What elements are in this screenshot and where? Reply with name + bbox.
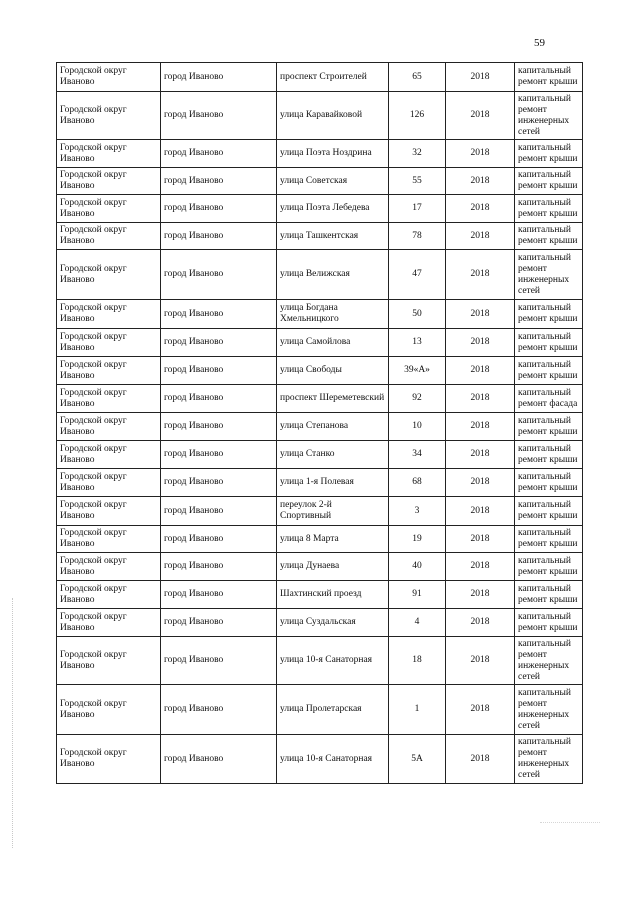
year-cell: 2018	[446, 92, 515, 140]
house-number-cell: 55	[389, 168, 446, 195]
street-cell: улица 10-я Санаторная	[277, 637, 389, 685]
district-cell: Городской округ Иваново	[57, 553, 161, 581]
city-cell: город Иваново	[161, 329, 277, 357]
house-number-cell: 13	[389, 329, 446, 357]
work-type-cell: капитальный ремонт фасада	[515, 385, 583, 413]
year-cell: 2018	[446, 553, 515, 581]
district-cell: Городской округ Иваново	[57, 300, 161, 329]
district-cell: Городской округ Иваново	[57, 497, 161, 526]
year-cell: 2018	[446, 385, 515, 413]
city-cell: город Иваново	[161, 413, 277, 441]
year-cell: 2018	[446, 300, 515, 329]
street-cell: улица Свободы	[277, 357, 389, 385]
district-cell: Городской округ Иваново	[57, 469, 161, 497]
house-number-cell: 1	[389, 685, 446, 735]
city-cell: город Иваново	[161, 92, 277, 140]
work-type-cell: капитальный ремонт крыши	[515, 609, 583, 637]
city-cell: город Иваново	[161, 385, 277, 413]
city-cell: город Иваново	[161, 609, 277, 637]
work-type-cell: капитальный ремонт крыши	[515, 357, 583, 385]
district-cell: Городской округ Иваново	[57, 140, 161, 168]
table-row	[57, 469, 583, 497]
year-cell: 2018	[446, 441, 515, 469]
city-cell: город Иваново	[161, 526, 277, 553]
house-number-cell: 39«А»	[389, 357, 446, 385]
year-cell: 2018	[446, 526, 515, 553]
house-number-cell: 68	[389, 469, 446, 497]
district-cell: Городской округ Иваново	[57, 357, 161, 385]
city-cell: город Иваново	[161, 195, 277, 223]
house-number-cell: 4	[389, 609, 446, 637]
year-cell: 2018	[446, 581, 515, 609]
work-type-cell: капитальный ремонт крыши	[515, 553, 583, 581]
house-number-cell: 40	[389, 553, 446, 581]
work-type-cell: капитальный ремонт крыши	[515, 413, 583, 441]
street-cell: улица Ташкентская	[277, 223, 389, 250]
district-cell: Городской округ Иваново	[57, 637, 161, 685]
street-cell: улица Самойлова	[277, 329, 389, 357]
table-row	[57, 195, 583, 223]
table-row	[57, 685, 583, 735]
street-cell: улица Степанова	[277, 413, 389, 441]
street-cell: улица 8 Марта	[277, 526, 389, 553]
district-cell: Городской округ Иваново	[57, 581, 161, 609]
city-cell: город Иваново	[161, 469, 277, 497]
district-cell: Городской округ Иваново	[57, 526, 161, 553]
city-cell: город Иваново	[161, 168, 277, 195]
table-row	[57, 223, 583, 250]
district-cell: Городской округ Иваново	[57, 92, 161, 140]
table-row	[57, 441, 583, 469]
house-number-cell: 65	[389, 63, 446, 92]
scan-margin-mark	[12, 598, 14, 848]
work-type-cell: капитальный ремонт крыши	[515, 497, 583, 526]
house-number-cell: 3	[389, 497, 446, 526]
work-type-cell: капитальный ремонт крыши	[515, 441, 583, 469]
district-cell: Городской округ Иваново	[57, 250, 161, 300]
district-cell: Городской округ Иваново	[57, 63, 161, 92]
district-cell: Городской округ Иваново	[57, 413, 161, 441]
city-cell: город Иваново	[161, 553, 277, 581]
year-cell: 2018	[446, 329, 515, 357]
street-cell: проспект Строителей	[277, 63, 389, 92]
house-number-cell: 19	[389, 526, 446, 553]
district-cell: Городской округ Иваново	[57, 168, 161, 195]
year-cell: 2018	[446, 223, 515, 250]
table-row	[57, 581, 583, 609]
street-cell: улица Каравайковой	[277, 92, 389, 140]
house-number-cell: 126	[389, 92, 446, 140]
city-cell: город Иваново	[161, 685, 277, 735]
table-row	[57, 357, 583, 385]
work-type-cell: капитальный ремонт инженерных сетей	[515, 735, 583, 784]
work-type-cell: капитальный ремонт крыши	[515, 168, 583, 195]
year-cell: 2018	[446, 637, 515, 685]
city-cell: город Иваново	[161, 140, 277, 168]
year-cell: 2018	[446, 469, 515, 497]
district-cell: Городской округ Иваново	[57, 735, 161, 784]
city-cell: город Иваново	[161, 441, 277, 469]
work-type-cell: капитальный ремонт крыши	[515, 140, 583, 168]
house-number-cell: 5А	[389, 735, 446, 784]
work-type-cell: капитальный ремонт крыши	[515, 469, 583, 497]
work-type-cell: капитальный ремонт крыши	[515, 223, 583, 250]
year-cell: 2018	[446, 250, 515, 300]
city-cell: город Иваново	[161, 735, 277, 784]
table-row	[57, 63, 583, 92]
city-cell: город Иваново	[161, 250, 277, 300]
housing-repair-table	[56, 62, 583, 784]
district-cell: Городской округ Иваново	[57, 385, 161, 413]
table-row	[57, 300, 583, 329]
table-row	[57, 637, 583, 685]
work-type-cell: капитальный ремонт инженерных сетей	[515, 250, 583, 300]
work-type-cell: капитальный ремонт крыши	[515, 63, 583, 92]
street-cell: улица 1-я Полевая	[277, 469, 389, 497]
table-row	[57, 609, 583, 637]
street-cell: проспект Шереметевский	[277, 385, 389, 413]
house-number-cell: 17	[389, 195, 446, 223]
city-cell: город Иваново	[161, 357, 277, 385]
table-row	[57, 92, 583, 140]
table-row	[57, 385, 583, 413]
year-cell: 2018	[446, 195, 515, 223]
city-cell: город Иваново	[161, 223, 277, 250]
work-type-cell: капитальный ремонт крыши	[515, 195, 583, 223]
street-cell: Шахтинский проезд	[277, 581, 389, 609]
house-number-cell: 78	[389, 223, 446, 250]
city-cell: город Иваново	[161, 497, 277, 526]
table-row	[57, 526, 583, 553]
house-number-cell: 10	[389, 413, 446, 441]
work-type-cell: капитальный ремонт инженерных сетей	[515, 637, 583, 685]
street-cell: улица Поэта Лебедева	[277, 195, 389, 223]
table-row	[57, 497, 583, 526]
house-number-cell: 92	[389, 385, 446, 413]
district-cell: Городской округ Иваново	[57, 685, 161, 735]
page-number: 59	[534, 37, 545, 49]
work-type-cell: капитальный ремонт крыши	[515, 526, 583, 553]
district-cell: Городской округ Иваново	[57, 441, 161, 469]
year-cell: 2018	[446, 413, 515, 441]
street-cell: улица Советская	[277, 168, 389, 195]
district-cell: Городской округ Иваново	[57, 609, 161, 637]
city-cell: город Иваново	[161, 637, 277, 685]
city-cell: город Иваново	[161, 300, 277, 329]
street-cell: переулок 2-й Спортивный	[277, 497, 389, 526]
year-cell: 2018	[446, 685, 515, 735]
year-cell: 2018	[446, 735, 515, 784]
house-number-cell: 50	[389, 300, 446, 329]
year-cell: 2018	[446, 140, 515, 168]
work-type-cell: капитальный ремонт инженерных сетей	[515, 92, 583, 140]
city-cell: город Иваново	[161, 581, 277, 609]
table-row	[57, 250, 583, 300]
house-number-cell: 47	[389, 250, 446, 300]
year-cell: 2018	[446, 168, 515, 195]
street-cell: улица 10-я Санаторная	[277, 735, 389, 784]
street-cell: улица Поэта Ноздрина	[277, 140, 389, 168]
table-row	[57, 553, 583, 581]
street-cell: улица Пролетарская	[277, 685, 389, 735]
table-row	[57, 413, 583, 441]
house-number-cell: 34	[389, 441, 446, 469]
table-row	[57, 168, 583, 195]
street-cell: улица Богдана Хмельницкого	[277, 300, 389, 329]
district-cell: Городской округ Иваново	[57, 195, 161, 223]
table-row	[57, 735, 583, 784]
street-cell: улица Велижская	[277, 250, 389, 300]
house-number-cell: 18	[389, 637, 446, 685]
work-type-cell: капитальный ремонт крыши	[515, 300, 583, 329]
district-cell: Городской округ Иваново	[57, 223, 161, 250]
work-type-cell: капитальный ремонт крыши	[515, 581, 583, 609]
year-cell: 2018	[446, 63, 515, 92]
year-cell: 2018	[446, 497, 515, 526]
table-row	[57, 329, 583, 357]
house-number-cell: 32	[389, 140, 446, 168]
district-cell: Городской округ Иваново	[57, 329, 161, 357]
city-cell: город Иваново	[161, 63, 277, 92]
house-number-cell: 91	[389, 581, 446, 609]
street-cell: улица Станко	[277, 441, 389, 469]
scan-margin-mark	[540, 822, 600, 824]
year-cell: 2018	[446, 357, 515, 385]
table-row	[57, 140, 583, 168]
work-type-cell: капитальный ремонт крыши	[515, 329, 583, 357]
street-cell: улица Дунаева	[277, 553, 389, 581]
street-cell: улица Суздальская	[277, 609, 389, 637]
year-cell: 2018	[446, 609, 515, 637]
work-type-cell: капитальный ремонт инженерных сетей	[515, 685, 583, 735]
